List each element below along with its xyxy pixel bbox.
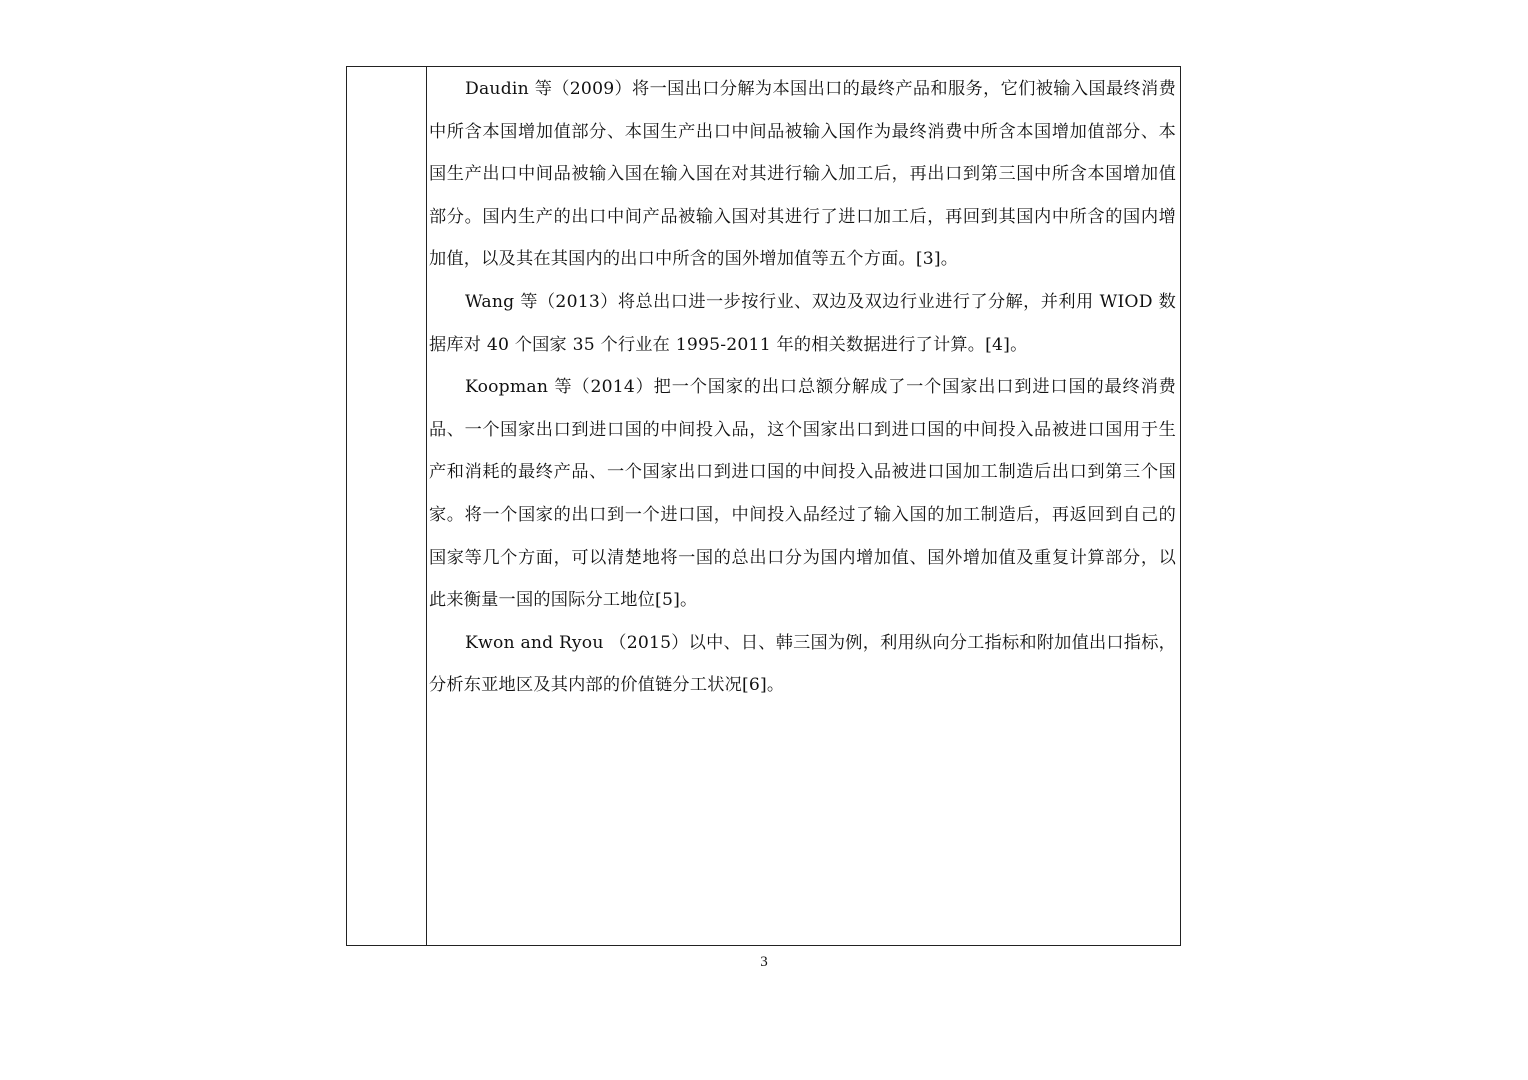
paragraph-daudin: Daudin 等（2009）将一国出口分解为本国出口的最终产品和服务，它们被输入国最终消费中所含本国增加值部分、本国生产出口中间品被输入国作为最终消费中所含本国增加值部分、本国生产出口中间品被输入国在输入国在对其进行输入加工后，再出口到第三国中所含本国增加值部分。国内生产的出口中间产品被输入国对其进行了进口加工后，再回到其国内中所含的国内增加值，以及其在其国内的出口中所含的国外增加值等五个方面。[3]。	[429, 79, 1176, 270]
content-table	[346, 66, 1181, 946]
paragraph-wang: Wang 等（2013）将总出口进一步按行业、双边及双边行业进行了分解，并利用 WIOD 数据库对 40 个国家 35 个行业在 1995-2011 年的相关数据进行了计算。[4]。	[429, 291, 1176, 355]
table-label-column	[347, 67, 427, 945]
paragraph-kwon-ryou: Kwon and Ryou （2015）以中、日、韩三国为例，利用纵向分工指标和附加值出口指标，分析东亚地区及其内部的价值链分工状况[6]。	[429, 632, 1176, 696]
page-number: 3	[760, 954, 768, 970]
paragraph-koopman: Koopman 等（2014）把一个国家的出口总额分解成了一个国家出口到进口国的最终消费品、一个国家出口到进口国的中间投入品，这个国家出口到进口国的中间投入品被进口国用于生产和消耗的最终产品、一个国家出口到进口国的中间投入品被进口国加工制造后出口到第三个国家。将一个国家的出口到一个进口国，中间投入品经过了输入国的加工制造后，再返回到自己的国家等几个方面，可以清楚地将一国的总出口分为国内增加值、国外增加值及重复计算部分，以此来衡量一国的国际分工地位[5]。	[429, 377, 1176, 611]
table-content-cell	[427, 67, 1180, 945]
